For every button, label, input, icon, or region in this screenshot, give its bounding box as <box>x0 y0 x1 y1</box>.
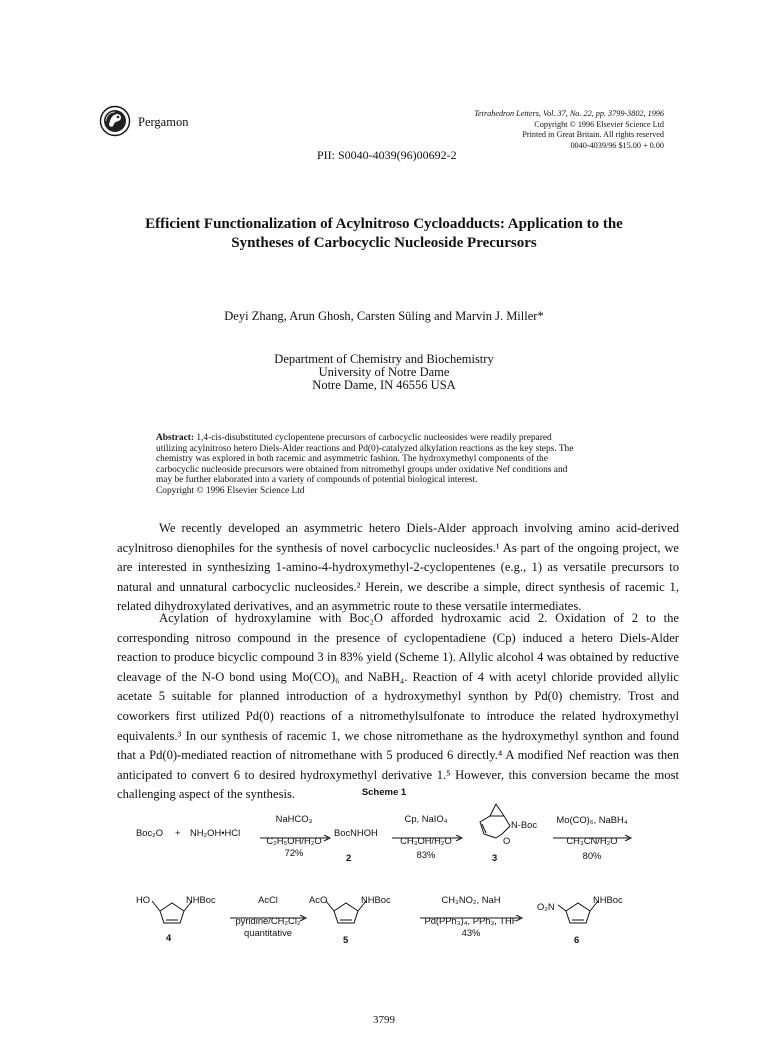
arrow1-yield: 72% <box>284 847 304 858</box>
abstract-label: Abstract: <box>156 433 195 443</box>
arrow1-reagent: NaHCO₃ <box>275 813 313 824</box>
pergamon-logo <box>99 105 131 137</box>
compound-label-4: 4 <box>166 932 172 943</box>
arrow5-reagent: CH₃NO₂, NaH <box>441 894 501 905</box>
arrow4-solvent: pyridine/CH₂Cl₂ <box>235 915 301 926</box>
nboc-label: N-Boc <box>511 819 538 830</box>
page-number: 3799 <box>373 1014 395 1026</box>
arrow3-yield: 80% <box>582 850 602 861</box>
citation-copyright: Copyright © 1996 Elsevier Science Ltd <box>534 119 664 129</box>
abstract-line: chemistry was explored in both racemic and asymmetric fashion. The hydroxymethyl components of the <box>156 454 548 465</box>
paper-title <box>0 215 768 253</box>
abstract-copyright: Copyright © 1996 Elsevier Science Ltd <box>156 485 305 496</box>
oxygen-label: O <box>503 835 511 846</box>
aco-label: AcO <box>309 894 328 905</box>
affiliation <box>0 353 768 391</box>
arrow5-yield: 43% <box>461 927 481 938</box>
plus-sign: + <box>175 827 181 838</box>
title-line-2: Syntheses of Carbocyclic Nucleoside Precursors <box>231 235 537 251</box>
publisher-name: Pergamon <box>138 115 189 129</box>
affiliation-line: University of Notre Dame <box>318 364 450 379</box>
abstract-line: carbocyclic nucleoside precursors were obtained from nitromethyl groups under oxidative Nef conditions and <box>156 464 568 475</box>
body-paragraph-2: Acylation of hydroxylamine with Boc₂O afforded hydroxamic acid 2. Oxidation of 2 to the corresponding nitroso compound in the presence of cyclopentadiene (Cp) induced a hetero Diels-Alder reaction to produce bicyclic compound 3 in 83% yield (Scheme 1). Allylic alcohol 4 was obtained by reductive cleavage of the N-O bond using Mo(CO)₆ and NaBH₄. Reaction of 4 with acetyl chloride provided allylic acetate 5 suitable for planned introduction of a hydroxymethyl synthon by Pd(0) chemistry. Trost and coworkers first utilized Pd(0) reactions of a nitromethylsulfonate to introduce the related hydroxymethyl equivalents.³ In our synthesis of racemic 1, we chose nitromethane as the hydroxymethyl synthon and found that a Pd(0)-mediated reaction of nitromethane with 5 produced 6 directly.⁴ A modified Nef reaction was then anticipated to convert 6 to desired hydroxymethyl derivative 1.⁵ However, this conversion became the most challenging aspect of the synthesis. <box>117 611 680 802</box>
compound-bocnhoh: BocNHOH <box>334 827 378 838</box>
reagent-hydroxylamine: NH₂OH•HCl <box>190 827 241 838</box>
scheme-title: Scheme 1 <box>361 787 407 798</box>
arrow5-solvent: Pd(PPh₃)₄, PPh₃, THF <box>424 915 518 926</box>
ho-label: HO <box>136 894 151 905</box>
compound-label-2: 2 <box>346 852 352 863</box>
abstract <box>156 433 616 497</box>
title-line-1: Efficient Functionalization of Acylnitroso Cycloadducts: Application to the <box>145 216 623 232</box>
arrow1-solvent: C₂H₅OH/H₂O <box>266 835 322 846</box>
arrow3-solvent: CH₃CN/H₂O <box>566 835 618 846</box>
nhboc-label: NHBoc <box>186 894 216 905</box>
arrow2-solvent: CH₃OH/H₂O <box>400 835 452 846</box>
arrow4-reagent: AcCl <box>258 894 278 905</box>
arrow3-reagent: Mo(CO)₆, NaBH₄ <box>556 814 628 825</box>
arrow2-reagent: Cp, NaIO₄ <box>404 813 448 824</box>
arrow2-yield: 83% <box>416 849 436 860</box>
compound-label-5: 5 <box>343 934 349 945</box>
affiliation-line: Department of Chemistry and Biochemistry <box>274 352 494 366</box>
abstract-line: may be further elaborated into a variety of compounds of potential biological interest. <box>156 475 478 486</box>
pii-code: PII: S0040-4039(96)00692-2 <box>317 148 457 162</box>
nhboc-label: NHBoc <box>593 894 623 905</box>
citation-block <box>474 109 664 151</box>
reagent-boc2o: Boc₂O <box>136 827 164 838</box>
abstract-line: utilizing acylnitroso hetero Diels-Alder reactions and Pd(0)-catalyzed alkylation reactions as the key steps. The <box>156 443 574 454</box>
abstract-line: 1,4-cis-disubstituted cyclopentene precursors of carbocyclic nucleosides were readily prepared <box>196 433 552 443</box>
citation-price: 0040-4039/96 $15.00 + 0.00 <box>570 140 664 150</box>
body-paragraph-1: We recently developed an asymmetric hetero Diels-Alder approach involving amino acid-derived acylnitroso dienophiles for the synthesis of novel carbocyclic nucleosides.¹ As part of the ongoing project, we are interested in synthesizing 1-amino-4-hydroxymethyl-2-cyclopentenes (e.g., 1) as versatile precursors to natural and unnatural carbocyclic nucleosides.² Herein, we describe a simple, direct synthesis of racemic 1, related dihydroxylated derivatives, and an asymmetric route to these versatile intermediates. <box>117 521 679 614</box>
authors: Deyi Zhang, Arun Ghosh, Carsten Süling and Marvin J. Miller* <box>224 309 544 323</box>
citation-journal: Tetrahedron Letters, Vol. 37, No. 22, pp. 3799-3802, 1996 <box>474 109 664 118</box>
nhboc-label: NHBoc <box>361 894 391 905</box>
o2n-label: O₂N <box>537 901 555 912</box>
affiliation-line: Notre Dame, IN 46556 USA <box>312 377 456 392</box>
arrow4-yield: quantitative <box>244 927 292 938</box>
compound-label-3: 3 <box>492 852 498 863</box>
citation-printed: Printed in Great Britain. All rights reserved <box>522 130 664 140</box>
compound-label-6: 6 <box>574 934 580 945</box>
